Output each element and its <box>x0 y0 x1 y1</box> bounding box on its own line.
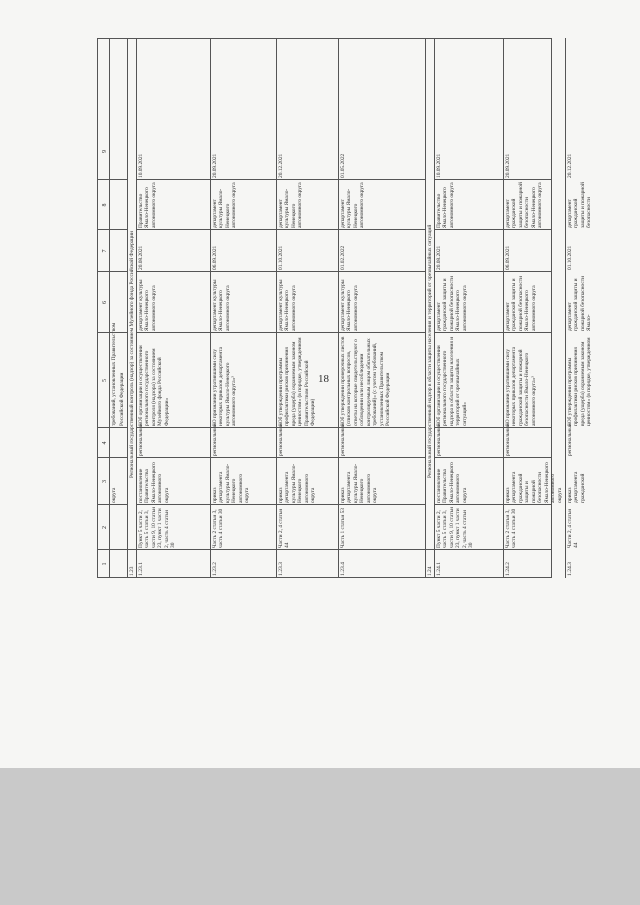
section-title: Региональный государственный надзор в области защиты населения и территорий от чрезвычайных ситуаций <box>426 224 433 478</box>
act-title-cell: «Об утверждении программы профилактики рисков причинения вреда (ущерба) охраняемым законом ценностям» (в порядке, утвержденном <box>566 337 592 426</box>
draft-date-cell: 06.09.2021 <box>504 245 511 270</box>
table-border-top <box>97 38 98 578</box>
legal-basis-cell: Часть 2 статьи 3, часть 4 статьи 30 <box>211 508 224 548</box>
column-number-header: 6 <box>101 301 108 304</box>
row-rule <box>338 38 339 578</box>
act-type-cell: постановление Правительства Ямало-Ненецкого автономного округа <box>435 462 468 503</box>
column-rule <box>97 457 127 458</box>
act-title-cell: «Об организации и осуществлении регионального государственного надзора в области защиты населения и территорий от чрезвычайных ситуаций» <box>435 336 468 426</box>
responsible-cell: департамент культуры Ямало-Ненецкого автономного округа <box>339 279 359 331</box>
legal-basis-cell: Части 2, 4 статьи 44 <box>566 508 579 548</box>
adopting-body-cell: Правительство Ямало-Ненецкого автономного округа <box>137 182 157 228</box>
act-type-cell: приказ департамента культуры Ямало-Ненецкого автономного округа <box>211 463 250 503</box>
column-rule <box>434 271 552 272</box>
column-rule <box>136 271 425 272</box>
table-border-right <box>97 38 552 39</box>
draft-date-cell: 20.08.2021 <box>137 245 144 270</box>
legal-basis-cell: Части 2, 4 статьи 44 <box>277 508 290 548</box>
act-type-cell: приказ департамента культуры Ямало-Ненецкого автономного округа <box>339 463 378 503</box>
act-title-cell: «Об утверждении проверочных листов (списков контрольных вопросов, ответы на которые свидетельствуют о соблюдении или несоблюдении контролируемым лицом обязательных требований)» (с учетом требований, установленных Правительством Российской Федерации <box>339 336 391 426</box>
row-rule <box>276 38 277 578</box>
adoption-date-cell: 20.09.2021 <box>504 153 511 178</box>
legal-basis-cell: Часть 2 статьи 3, часть 4 статьи 30 <box>504 508 517 548</box>
legal-basis-cell: Часть 1 статьи 53 <box>339 508 346 548</box>
level-cell: региональный <box>504 423 511 456</box>
row-rule <box>210 38 211 578</box>
row-rule <box>503 38 504 578</box>
responsible-cell: департамент культуры Ямало-Ненецкого автономного округа <box>211 279 231 331</box>
column-rule <box>136 332 425 333</box>
column-number-header: 9 <box>101 150 108 153</box>
adopting-body-cell: Правительство Ямало-Ненецкого автономного округа <box>435 182 455 228</box>
draft-date-cell: 06.09.2021 <box>211 245 218 270</box>
column-number-header: 7 <box>101 249 108 253</box>
column-rule <box>136 229 425 230</box>
continued-cell-col3: округа <box>110 487 117 503</box>
adopting-body-cell: департамент культуры Ямало-Ненецкого автономного округа <box>339 182 365 228</box>
act-type-cell: приказ департамента культуры Ямало-Ненецкого автономного округа <box>277 463 316 503</box>
adopting-body-cell: департамент гражданской защиты и пожарной безопасности Ямало-Ненецкого автономного округа <box>504 182 543 228</box>
column-rule <box>136 549 425 550</box>
page-number: 18 <box>318 373 329 385</box>
act-type-cell: постановление Правительства Ямало-Ненецкого автономного округа <box>137 462 170 503</box>
column-rule <box>434 229 552 230</box>
column-rule <box>434 179 552 180</box>
column-number-header: 8 <box>101 203 108 207</box>
column-rule <box>136 427 425 428</box>
responsible-cell: департамент гражданской защиты и пожарной безопасности Ямало-Ненецкого автономного округа <box>435 275 468 331</box>
table-border-left <box>97 577 552 578</box>
act-title-cell: «Об организации и осуществлении регионального государственного контроля (надзора) за состоянием Музейного фонда Российской Федерации» <box>137 345 170 426</box>
column-rule <box>434 504 552 505</box>
adoption-date-cell: 20.09.2021 <box>211 153 218 178</box>
column-rule <box>434 427 552 428</box>
responsible-cell: департамент гражданской защиты и пожарной безопасности Ямало-Ненецкого автономного округа <box>504 275 537 331</box>
act-title-cell: «О признании утратившими силу некоторых приказов департамента культуры Ямало-Ненецкого автономного округа»³ <box>211 346 237 426</box>
row-number: 1.24.1 <box>435 562 442 576</box>
level-cell: региональный <box>277 423 284 456</box>
act-type-cell: приказ департамента гражданской защиты и пожарной безопасности Ямало-Ненецкого автономного округа <box>504 462 563 503</box>
level-cell: региональный <box>435 423 442 456</box>
column-rule <box>136 457 425 458</box>
section-rule <box>425 38 426 578</box>
adopting-body-cell: департамент культуры Ямало-Ненецкого автономного округа <box>211 182 237 228</box>
adoption-date-cell: 20.12.2021 <box>566 153 573 178</box>
row-rule <box>565 38 566 578</box>
responsible-cell: департамент гражданской защиты и пожарной безопасности Ямало- <box>566 275 592 331</box>
column-rule <box>97 179 127 180</box>
row-number: 1.23.3 <box>277 562 284 576</box>
level-cell: региональный <box>211 423 218 456</box>
legal-basis-cell: Пункт 5 части 2, часть 5 статьи 3, части 9, 10 статьи 23, пункт 1 части 2, часть 4 статьи 30 <box>435 507 474 548</box>
section-title: Региональный государственный контроль (надзор) за состоянием Музейного фонда Российской Федерации <box>128 231 135 478</box>
adoption-date-cell: 10.09.2021 <box>137 153 144 178</box>
column-rule <box>97 549 127 550</box>
column-rule <box>136 179 425 180</box>
column-number-header: 1 <box>101 562 108 566</box>
adoption-date-cell: 01.05.2022 <box>339 153 346 178</box>
column-rule <box>97 332 127 333</box>
column-rule <box>136 504 425 505</box>
column-rule <box>97 504 127 505</box>
adopting-body-cell: департамент культуры Ямало-Ненецкого автономного округа <box>277 182 303 228</box>
column-number-header: 4 <box>101 441 108 445</box>
rotated-table <box>97 38 592 578</box>
column-rule <box>434 549 552 550</box>
act-title-cell: «О признании утратившими силу некоторых приказов департамента гражданской защиты и пожарной безопасности Ямало-Ненецкого автономного округа»³ <box>504 346 537 426</box>
continued-cell-col5: требований, установленных Правительством <box>110 322 117 426</box>
level-cell: региональный <box>566 423 573 456</box>
column-number-header: 3 <box>101 480 108 483</box>
row-number: 1.23.2 <box>211 562 218 576</box>
column-rule <box>97 229 127 230</box>
column-rule <box>97 271 127 272</box>
section-divider <box>127 549 136 550</box>
row-number: 1.23.1 <box>137 562 144 576</box>
adopting-body-cell: департамент гражданской защиты и пожарной безопасности <box>566 182 592 228</box>
section-number: 1.23 <box>128 566 135 576</box>
row-number: 1.24.3 <box>566 562 573 576</box>
draft-date-cell: 01.10.2021 <box>566 245 573 270</box>
level-cell: региональный <box>137 423 144 456</box>
column-rule <box>434 457 552 458</box>
draft-date-cell: 01.10.2021 <box>277 245 284 270</box>
adoption-date-cell: 10.09.2021 <box>435 153 442 178</box>
column-number-header: 5 <box>101 379 108 382</box>
section-divider <box>425 549 434 550</box>
act-type-cell: приказ департамента гражданской <box>566 471 586 503</box>
adoption-date-cell: 20.12.2021 <box>277 153 284 178</box>
responsible-cell: департамент культуры Ямало-Ненецкого автономного округа <box>137 279 157 331</box>
draft-date-cell: 01.02.2022 <box>339 245 346 270</box>
legal-basis-cell: Пункт 5 части 2, часть 5 статьи 3, части 9, 10 статьи 23, пункт 1 части 2, часть 4 статьи 30 <box>137 507 176 548</box>
header-rule <box>109 38 110 578</box>
column-number-header: 2 <box>101 526 108 529</box>
responsible-cell: департамент культуры Ямало-Ненецкого автономного округа <box>277 279 297 331</box>
level-cell: региональный <box>339 423 346 456</box>
row-number: 1.24.2 <box>504 562 511 576</box>
section-rule <box>136 38 137 578</box>
column-rule <box>434 332 552 333</box>
column-rule <box>97 427 127 428</box>
continued-cell-col5-second: Российской Федерации <box>118 372 125 426</box>
act-title-cell: «Об утверждении программы профилактики рисков причинения вреда (ущерба) охраняемым законом ценностям» (в порядке, утвержденном Правительством Российской Федерации) <box>277 337 316 426</box>
section-rule <box>434 38 435 578</box>
section-rule <box>127 38 128 578</box>
row-number: 1.23.4 <box>339 562 346 576</box>
draft-date-cell: 20.08.2021 <box>435 245 442 270</box>
section-number: 1.24 <box>426 566 433 576</box>
